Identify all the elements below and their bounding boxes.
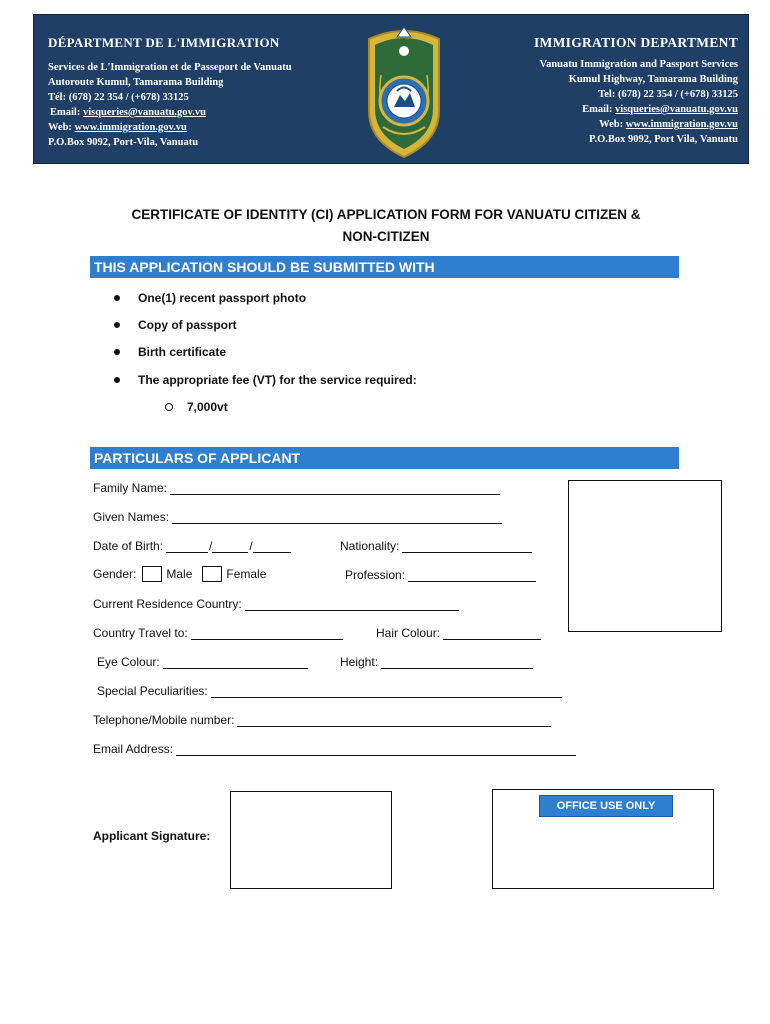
height-field[interactable] <box>340 655 533 669</box>
nationality-line[interactable] <box>402 540 532 553</box>
requirements-heading: THIS APPLICATION SHOULD BE SUBMITTED WITH <box>90 256 679 278</box>
given-names-field[interactable] <box>93 510 502 524</box>
female-checkbox[interactable] <box>202 566 222 582</box>
coat-of-arms-seal-icon <box>363 21 445 161</box>
email-line[interactable] <box>176 743 576 756</box>
profession-field[interactable] <box>345 568 536 582</box>
profession-label: Profession: <box>345 568 406 582</box>
form-title-line1: CERTIFICATE OF IDENTITY (CI) APPLICATION FORM FOR VANUATU CITIZEN & <box>131 207 641 222</box>
travel-to-field[interactable] <box>93 626 343 640</box>
header-right-email: Email: visqueries@vanuatu.gov.vu <box>582 104 738 115</box>
family-name-line[interactable] <box>170 482 500 495</box>
email-label: Email Address: <box>93 742 174 756</box>
residence-field[interactable] <box>93 597 459 611</box>
dob-year-line[interactable] <box>253 540 291 553</box>
profession-line[interactable] <box>408 569 536 582</box>
nationality-field[interactable] <box>340 539 532 553</box>
header-right-block <box>534 35 738 147</box>
header-left-pobox: P.O.Box 9092, Port-Vila, Vanuatu <box>48 137 199 148</box>
residence-line[interactable] <box>245 598 459 611</box>
form-title <box>80 204 692 248</box>
bullet-icon <box>114 377 120 383</box>
header-left-web: Web: www.immigration.gov.vu <box>48 122 187 133</box>
hair-colour-line[interactable] <box>443 627 541 640</box>
family-name-label: Family Name: <box>93 481 168 495</box>
header-right-pobox: P.O.Box 9092, Port Vila, Vanuatu <box>589 134 738 145</box>
female-label: Female <box>226 567 267 581</box>
eye-colour-field[interactable] <box>97 655 308 669</box>
header-left-title: DÉPARTMENT DE L'IMMIGRATION <box>48 35 280 50</box>
office-use-label: OFFICE USE ONLY <box>539 795 673 817</box>
requirement-item: Birth certificate <box>114 345 226 359</box>
male-checkbox[interactable] <box>142 566 162 582</box>
email-field[interactable] <box>93 742 576 756</box>
peculiarities-label: Special Peculiarities: <box>97 684 208 698</box>
requirement-item: Copy of passport <box>114 318 237 332</box>
fee-amount: 7,000vt <box>165 400 228 414</box>
given-names-label: Given Names: <box>93 510 170 524</box>
dob-field[interactable]: Date of Birth: / / <box>93 539 291 553</box>
header-right-line2: Kumul Highway, Tamarama Building <box>568 74 738 85</box>
nationality-label: Nationality: <box>340 539 400 553</box>
dob-day-line[interactable] <box>166 540 208 553</box>
eye-colour-label: Eye Colour: <box>97 655 160 669</box>
gender-field <box>93 566 266 582</box>
header-left-email-link[interactable]: visqueries@vanuatu.gov.vu <box>82 107 206 118</box>
signature-box[interactable] <box>230 791 392 889</box>
gender-label: Gender: <box>93 567 137 581</box>
signature-label: Applicant Signature: <box>93 829 211 843</box>
header-left-web-link[interactable]: www.immigration.gov.vu <box>74 122 187 133</box>
travel-to-label: Country Travel to: <box>93 626 188 640</box>
header-right-title: IMMIGRATION DEPARTMENT <box>534 35 738 50</box>
form-title-line2: NON-CITIZEN <box>342 229 430 244</box>
header-right-line1: Vanuatu Immigration and Passport Services <box>539 59 738 70</box>
header-left-email: Email: visqueries@vanuatu.gov.vu <box>50 107 206 118</box>
header-left-line1: Services de L'Immigration et de Passeport de Vanuatu <box>48 62 292 73</box>
height-line[interactable] <box>381 656 533 669</box>
header-right-email-link[interactable]: visqueries@vanuatu.gov.vu <box>615 104 738 115</box>
header-left-line3: Tél: (678) 22 354 / (+678) 33125 <box>48 92 189 103</box>
hair-colour-label: Hair Colour: <box>376 626 441 640</box>
male-label: Male <box>166 567 193 581</box>
photo-box <box>568 480 722 632</box>
phone-field[interactable] <box>93 713 551 727</box>
header-left-line2: Autoroute Kumul, Tamarama Building <box>48 77 224 88</box>
dob-label: Date of Birth: <box>93 539 164 553</box>
particulars-heading: PARTICULARS OF APPLICANT <box>90 447 679 469</box>
hair-colour-field[interactable] <box>376 626 541 640</box>
circle-bullet-icon <box>165 403 173 411</box>
eye-colour-line[interactable] <box>163 656 308 669</box>
header-left-block <box>48 35 292 150</box>
header-right-web-link[interactable]: www.immigration.gov.vu <box>625 119 738 130</box>
bullet-icon <box>114 295 120 301</box>
residence-label: Current Residence Country: <box>93 597 242 611</box>
bullet-icon <box>114 349 120 355</box>
header-right-web: Web: www.immigration.gov.vu <box>599 119 738 130</box>
header-right-line3: Tel: (678) 22 354 / (+678) 33125 <box>598 89 738 100</box>
given-names-line[interactable] <box>172 511 502 524</box>
phone-label: Telephone/Mobile number: <box>93 713 235 727</box>
requirement-item: The appropriate fee (VT) for the service required: <box>114 373 417 387</box>
requirement-item: One(1) recent passport photo <box>114 291 306 305</box>
family-name-field[interactable] <box>93 481 500 495</box>
dob-month-line[interactable] <box>212 540 248 553</box>
peculiarities-field[interactable] <box>97 684 562 698</box>
height-label: Height: <box>340 655 379 669</box>
peculiarities-line[interactable] <box>211 685 562 698</box>
phone-line[interactable] <box>237 714 551 727</box>
bullet-icon <box>114 322 120 328</box>
travel-to-line[interactable] <box>191 627 343 640</box>
header-banner <box>33 14 749 164</box>
